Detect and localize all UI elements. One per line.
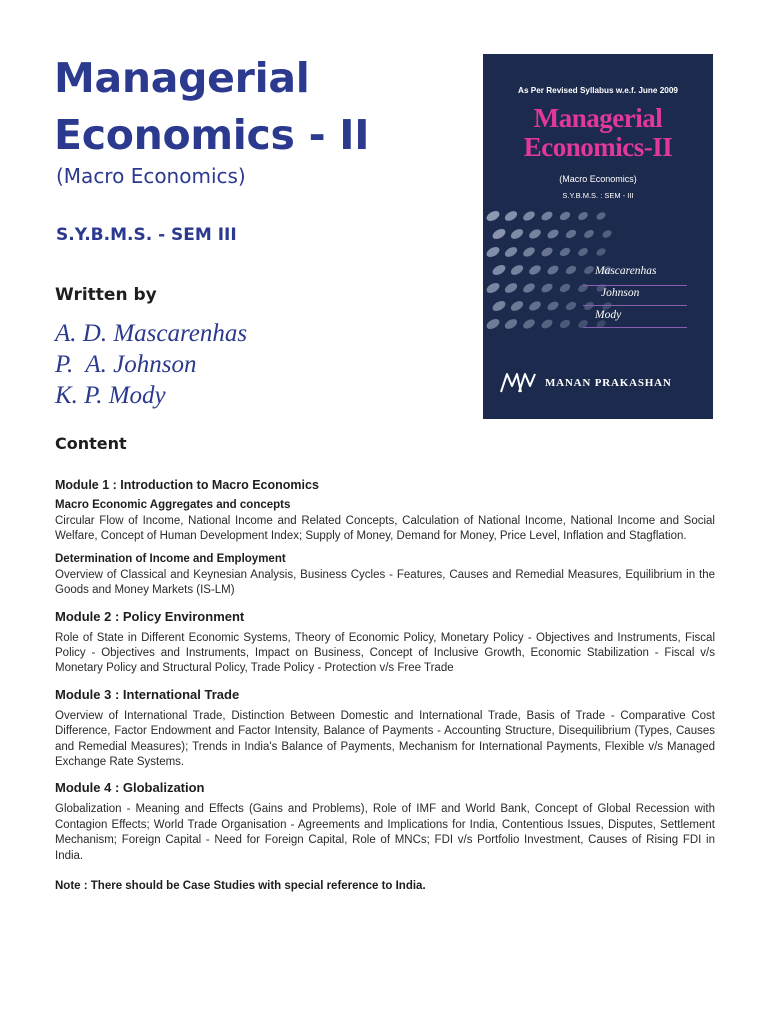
cover-dot xyxy=(583,264,596,275)
cover-course: S.Y.B.M.S. : SEM - III xyxy=(562,191,634,200)
cover-dot xyxy=(558,318,571,330)
cover-dot xyxy=(503,209,519,223)
cover-divider xyxy=(583,327,687,328)
module-text: Globalization - Meaning and Effects (Gains and Problems), Role of IMF and World Bank, Concept of Global Recession with Contagion Effects; World Trade Organisation - Agreements and Implications for India, Contentious Issues, Disputes, Settlement Mechanism; Foreign Capital - Need for Foreign Capital, Role of MNCs; FDI v/s Portfolio Investment, Causes of Rising FDI in India. xyxy=(55,803,715,862)
section-heading: Determination of Income and Employment xyxy=(55,552,286,565)
dot-pattern-graphic xyxy=(483,204,633,354)
publisher-logo-icon xyxy=(499,370,539,394)
section-text: Overview of Classical and Keynesian Analysis, Business Cycles - Features, Causes and Remedial Measures, Equilibrium in the Goods and Money Markets (IS-LM) xyxy=(55,568,715,597)
cover-dot xyxy=(558,210,571,222)
cover-dot xyxy=(595,211,607,222)
cover-dot xyxy=(503,281,519,295)
module-2 xyxy=(55,609,715,677)
cover-dot xyxy=(528,263,543,276)
cover-syllabus-line: As Per Revised Syllabus w.e.f. June 2009 xyxy=(518,86,678,95)
cover-dot xyxy=(546,228,560,240)
module-title: Module 2 : Policy Environment xyxy=(55,608,245,624)
module-title: Module 3 : International Trade xyxy=(55,686,240,702)
page-title xyxy=(54,50,369,164)
cover-dot xyxy=(503,245,519,259)
cover-dot xyxy=(522,209,537,222)
cover-dot xyxy=(522,245,537,258)
module-title: Module 1 : Introduction to Macro Economics xyxy=(55,478,319,492)
cover-author: Mody xyxy=(595,309,622,321)
cover-title-line-1: Managerial xyxy=(533,103,663,133)
cover-dot xyxy=(564,228,577,240)
note-text: Note : There should be Case Studies with special reference to India. xyxy=(55,880,426,893)
module-text: Overview of International Trade, Distinction Between Domestic and International Trade, Basis of Trade - Comparative Cost Difference, Factor Endowment and Factor Intensity, Balance of Payments - Accounting Structure, Disequilibrium (Types, Causes and Remedial Measures); Trends in India's Balance of Payments, Mechanism for International Payments, Flexible v/s Managed Exchange Rate Systems. xyxy=(55,709,715,769)
cover-dot xyxy=(522,317,537,330)
author-list xyxy=(55,318,247,411)
cover-dot xyxy=(491,227,507,241)
cover-dot xyxy=(577,210,590,221)
cover-dot xyxy=(558,282,571,294)
module-4 xyxy=(55,780,715,864)
cover-divider xyxy=(583,285,687,286)
cover-dot xyxy=(485,209,501,223)
cover-dot xyxy=(528,227,543,240)
cover-dot xyxy=(564,300,577,312)
cover-dot xyxy=(522,281,537,294)
cover-author: Johnson xyxy=(601,287,640,299)
cover-subtitle: (Macro Economics) xyxy=(559,174,637,184)
cover-divider xyxy=(583,305,687,306)
cover-title xyxy=(483,104,713,162)
cover-dot xyxy=(540,246,554,258)
author-name: K. P. Mody xyxy=(55,382,166,409)
cover-dot xyxy=(509,263,525,277)
cover-dot xyxy=(546,300,560,312)
cover-dot xyxy=(577,246,590,257)
section-heading: Macro Economic Aggregates and concepts xyxy=(55,499,291,511)
cover-dot xyxy=(595,247,607,258)
cover-dot xyxy=(485,317,501,331)
cover-dot xyxy=(558,246,571,258)
cover-dot xyxy=(491,299,507,313)
cover-dot xyxy=(583,228,596,239)
cover-dot xyxy=(509,227,525,241)
module-title: Module 4 : Globalization xyxy=(55,780,205,796)
module-3 xyxy=(55,687,715,771)
cover-publisher: MANAN PRAKASHAN xyxy=(545,377,672,389)
title-line-1: Managerial xyxy=(54,54,310,102)
module-text: Role of State in Different Economic Systems, Theory of Economic Policy, Monetary Policy - Objectives and Instruments, Fiscal Policy - Objectives and Instruments, Impact on Business, Concept of Inclusive Growth, Economic Stabilization - Fiscal v/s Monetary Policy and Structural Policy, Trade Policy - Protection v/s Free Trade xyxy=(55,631,715,675)
section-text: Circular Flow of Income, National Income and Related Concepts, Calculation of National Income, National Income and Social Welfare, Concept of Human Development Index; Supply of Money, Demand for Money, Price Level, Inflation and Stagflation. xyxy=(55,515,715,543)
cover-dot xyxy=(601,229,613,240)
book-cover xyxy=(483,54,713,419)
cover-dot xyxy=(540,210,554,222)
cover-dot xyxy=(540,318,554,330)
cover-dot xyxy=(528,299,543,312)
cover-title-line-2: Economics-II xyxy=(523,132,673,162)
course-label: S.Y.B.M.S. - SEM III xyxy=(56,225,237,245)
cover-dot xyxy=(583,300,596,311)
written-by-label: Written by xyxy=(55,285,157,305)
cover-dot xyxy=(546,264,560,276)
cover-dot xyxy=(485,281,501,295)
cover-dot xyxy=(485,245,501,259)
title-line-2: Economics - II xyxy=(54,111,370,159)
cover-dot xyxy=(564,264,577,276)
cover-dot xyxy=(540,282,554,294)
cover-dot xyxy=(491,263,507,277)
content-heading: Content xyxy=(55,434,127,453)
cover-dot xyxy=(503,317,519,331)
author-name: A. D. Mascarenhas xyxy=(55,320,248,347)
cover-dot xyxy=(509,299,525,313)
subtitle: (Macro Economics) xyxy=(56,164,246,188)
module-1 xyxy=(55,478,715,599)
cover-author: Mascarenhas xyxy=(595,265,657,277)
syllabus-content xyxy=(55,478,715,892)
author-name: P. A. Johnson xyxy=(55,351,197,378)
